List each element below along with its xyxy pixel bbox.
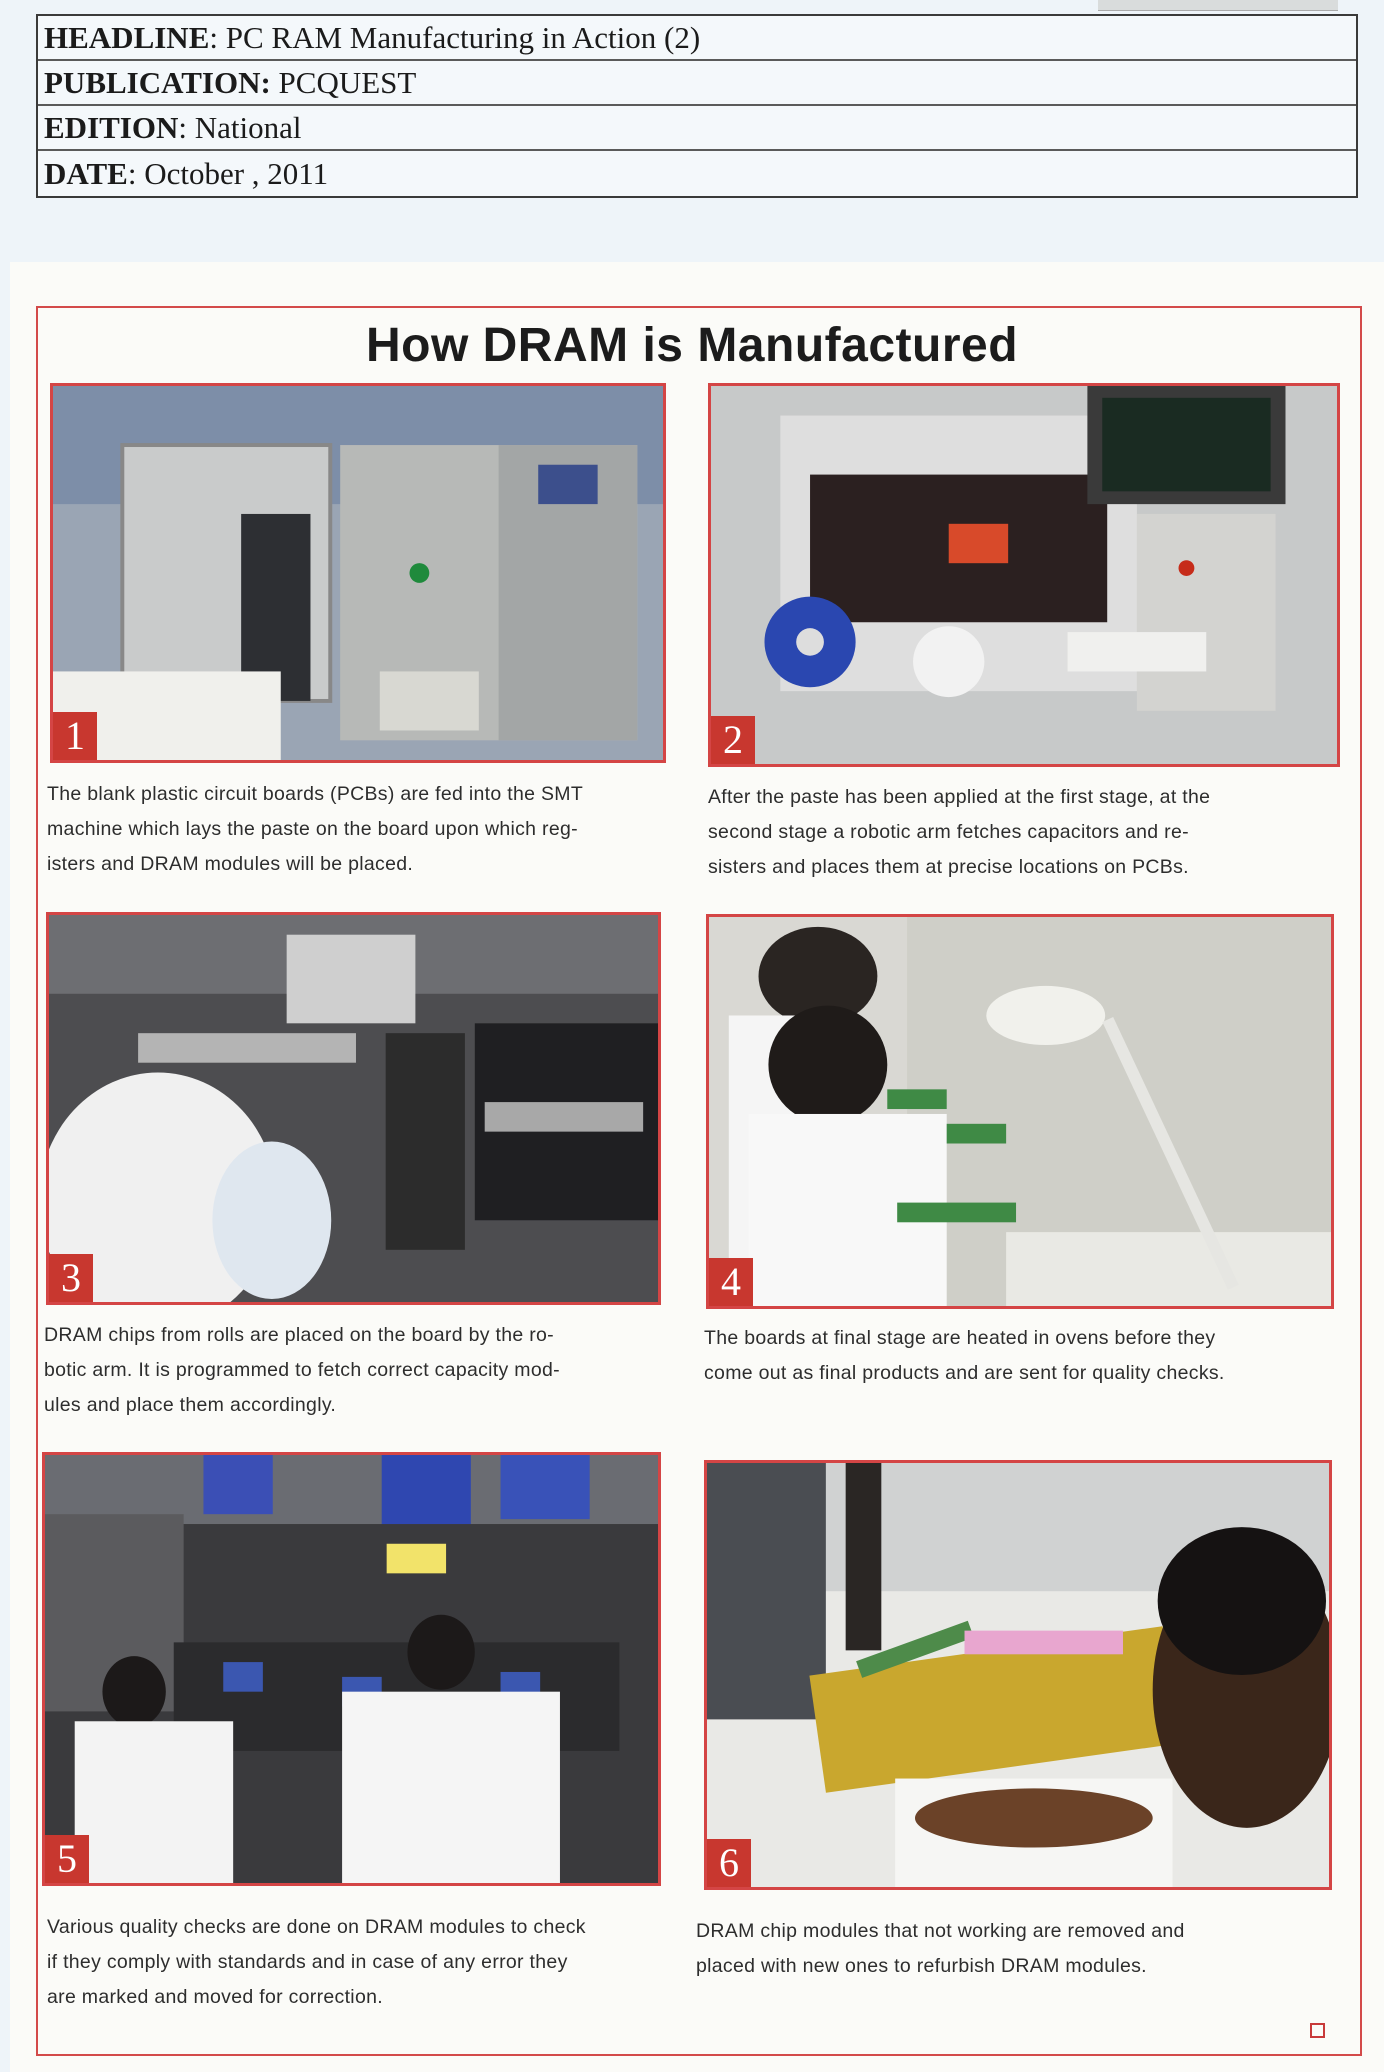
meta-row-date [38, 151, 1356, 196]
caption-line: The blank plastic circuit boards (PCBs) are fed into the SMT [47, 783, 584, 805]
caption-line: sisters and places them at precise locations on PCBs. [708, 856, 1189, 878]
meta-sep [271, 65, 279, 101]
meta-key: HEADLINE [44, 19, 210, 55]
caption-line: After the paste has been applied at the first stage, at the [708, 786, 1211, 808]
caption-1 [47, 777, 677, 882]
meta-sep: : [178, 109, 195, 145]
caption-line: machine which lays the paste on the board upon which reg- [47, 818, 578, 840]
caption-3 [44, 1318, 674, 1423]
end-of-article-mark [1310, 2023, 1325, 2038]
meta-row-edition [38, 106, 1356, 151]
meta-key: PUBLICATION: [44, 64, 271, 100]
caption-line: come out as final products and are sent for quality checks. [704, 1362, 1225, 1384]
meta-value: PCQUEST [278, 64, 417, 100]
meta-value: PC RAM Manufacturing in Action (2) [225, 19, 701, 55]
photo-chip-placement-robot [46, 912, 661, 1305]
caption-2 [708, 780, 1348, 885]
caption-line: second stage a robotic arm fetches capacitors and re- [708, 821, 1189, 843]
caption-6 [696, 1914, 1336, 1984]
meta-row-publication [38, 61, 1356, 106]
meta-sep: : [127, 155, 145, 191]
panel-number: 4 [709, 1258, 753, 1306]
caption-4 [704, 1321, 1354, 1391]
meta-value: National [194, 109, 302, 145]
caption-line: DRAM chips from rolls are placed on the board by the ro- [44, 1324, 554, 1346]
caption-line: Various quality checks are done on DRAM modules to check [47, 1916, 586, 1938]
meta-row-headline [38, 16, 1356, 61]
panel-number: 5 [45, 1835, 89, 1883]
panel-number: 3 [49, 1254, 93, 1302]
meta-value: October , 2011 [144, 155, 329, 191]
caption-5 [47, 1910, 687, 2015]
photo-oven-inspection [706, 914, 1334, 1309]
meta-key: DATE [44, 155, 128, 191]
clipping-meta-table [36, 14, 1358, 198]
caption-line: are marked and moved for correction. [47, 1986, 383, 2008]
photo-module-refurbish [704, 1460, 1332, 1890]
article-title: How DRAM is Manufactured [365, 319, 1019, 372]
photo-smt-machine [50, 383, 666, 763]
corner-tab [1098, 0, 1338, 11]
caption-line: ules and place them accordingly. [44, 1394, 337, 1416]
photo-pick-and-place-machine [708, 383, 1340, 767]
panel-number: 1 [53, 712, 97, 760]
caption-line: isters and DRAM modules will be placed. [47, 853, 414, 875]
photo-quality-check-station [42, 1452, 661, 1886]
panel-number: 6 [707, 1839, 751, 1887]
panel-number: 2 [711, 716, 755, 764]
caption-line: DRAM chip modules that not working are removed and [696, 1920, 1185, 1942]
meta-key: EDITION [44, 109, 179, 145]
caption-line: if they comply with standards and in case of any error they [47, 1951, 568, 1973]
meta-sep: : [209, 19, 226, 55]
caption-line: botic arm. It is programmed to fetch correct capacity mod- [44, 1359, 560, 1381]
caption-line: placed with new ones to refurbish DRAM modules. [696, 1955, 1147, 1977]
caption-line: The boards at final stage are heated in ovens before they [704, 1327, 1216, 1349]
